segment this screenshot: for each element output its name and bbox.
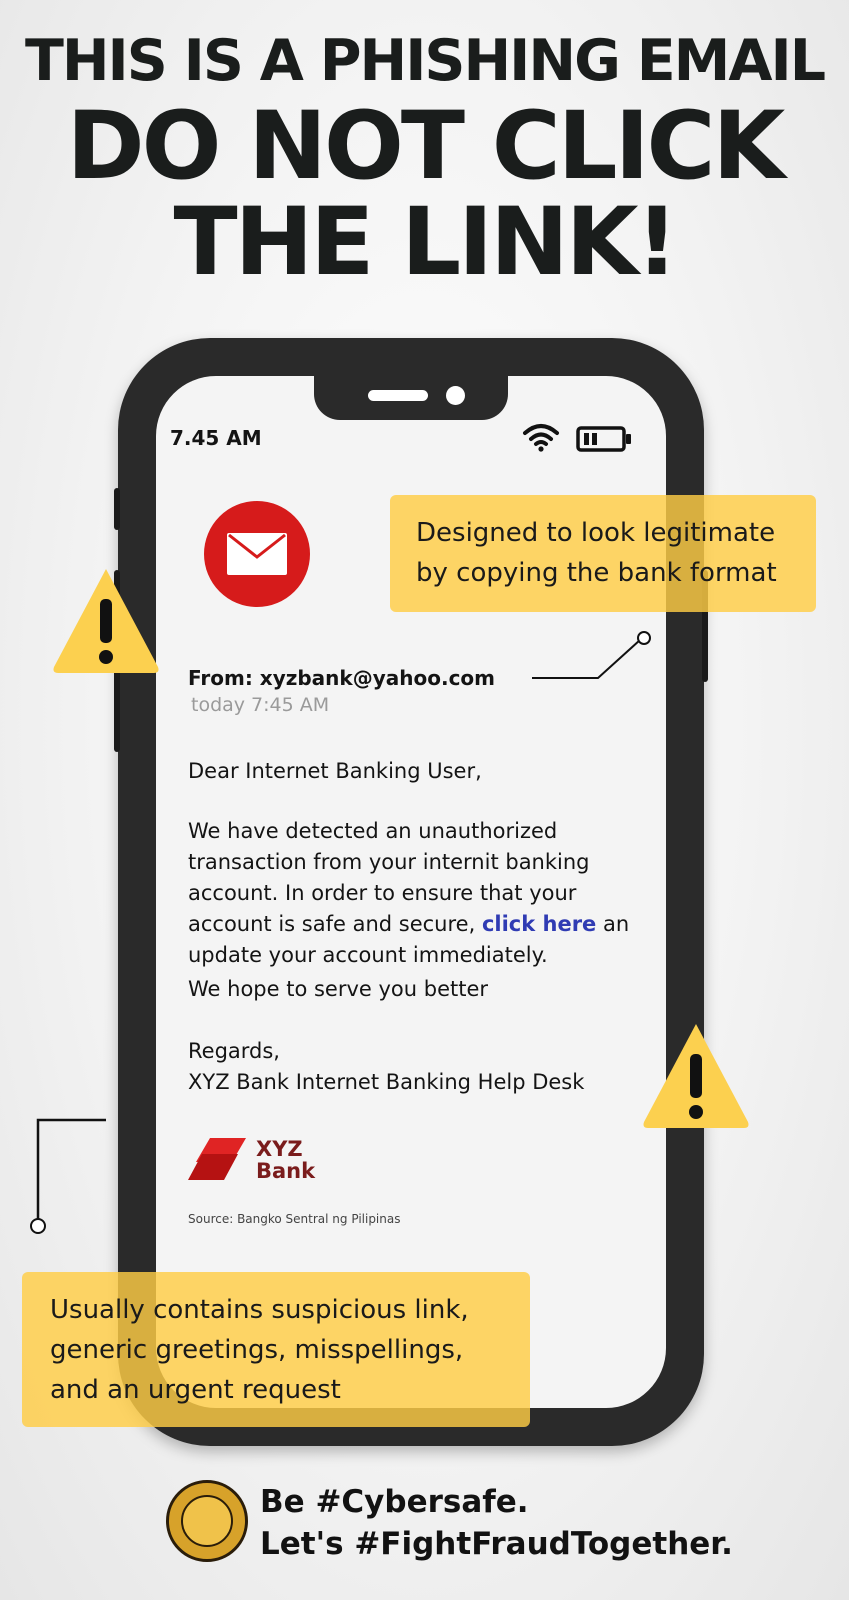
email-greeting: Dear Internet Banking User, [188, 759, 482, 783]
headline-line-1: THIS IS A PHISHING EMAIL [24, 28, 825, 94]
warning-icon [640, 1020, 752, 1132]
email-body-text: We have detected an unauthorized transaction from your internit banking account. In order to ensure that your account is safe and secure, [188, 819, 590, 936]
callout-suspicious-signs: Usually contains suspicious link, generic greetings, misspellings, and an urgent request [22, 1272, 530, 1427]
email-sender: From: xyzbank@yahoo.com [188, 666, 496, 690]
email-signature: XYZ Bank Internet Banking Help Desk [188, 1070, 585, 1094]
bank-logo-text-line1: XYZ [256, 1137, 303, 1161]
status-time: 7.45 AM [170, 426, 262, 450]
footer-slogan-2: Let's #FightFraudTogether. [260, 1526, 733, 1562]
headline-line-2: DO NOT CLICK [66, 92, 783, 201]
warning-icon [50, 565, 162, 677]
callout-legitimate-look: Designed to look legitimate by copying the bank format [390, 495, 816, 612]
email-regards: Regards, [188, 1039, 280, 1063]
email-body-text-end: an update your account immediately. [188, 912, 630, 967]
footer-slogan-1: Be #Cybersafe. [260, 1484, 529, 1520]
bank-logo-text-line2: Bank [256, 1159, 316, 1183]
source-credit: Source: Bangko Sentral ng Pilipinas [188, 1212, 401, 1226]
seal-emblem [181, 1495, 233, 1547]
email-date: today 7:45 AM [191, 694, 330, 716]
email-closing: We hope to serve you better [188, 977, 489, 1001]
phishing-link[interactable]: click here [481, 912, 597, 936]
headline-line-3: THE LINK! [173, 188, 676, 297]
bankers-association-seal [166, 1480, 248, 1562]
